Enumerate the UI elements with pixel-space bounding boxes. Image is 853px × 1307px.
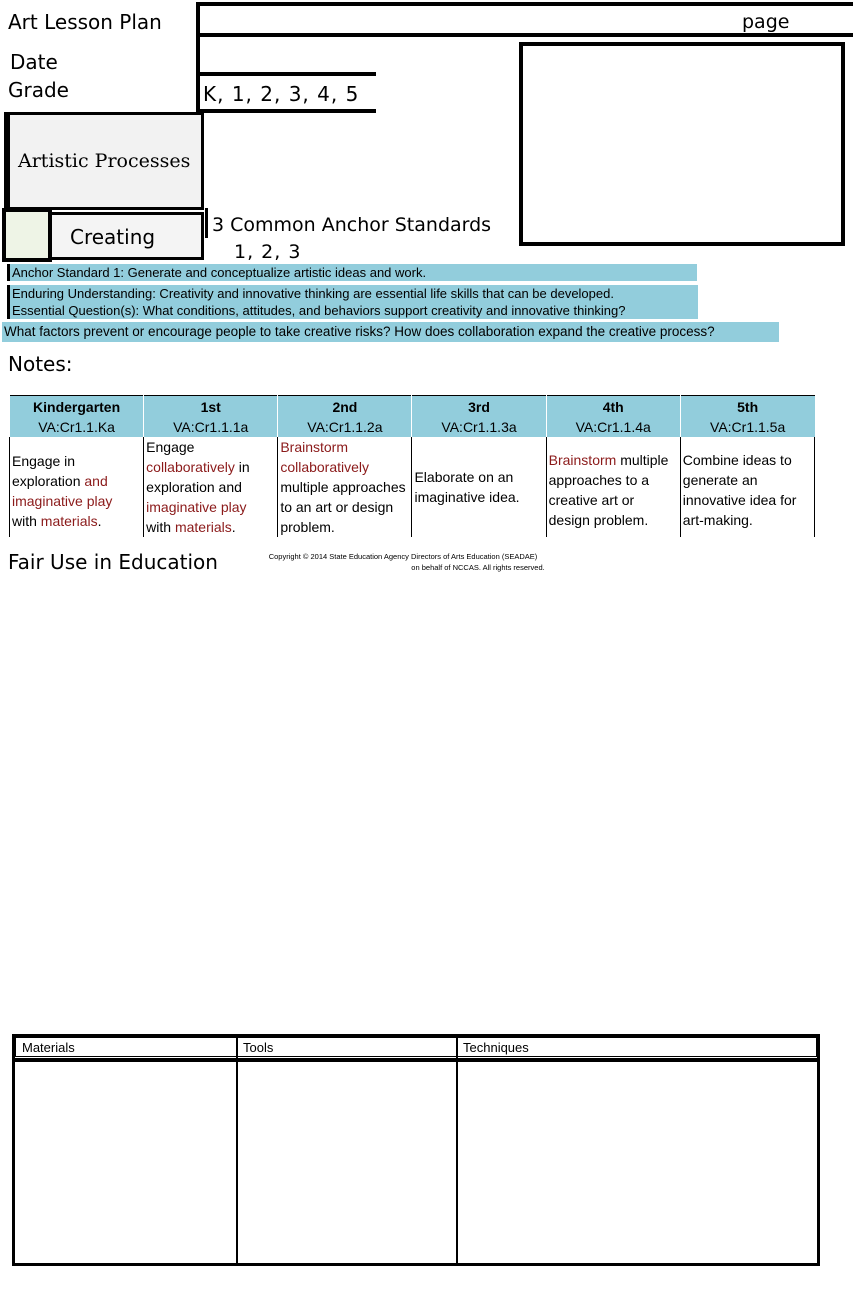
- artistic-processes-label: Artistic Processes: [18, 150, 191, 172]
- grade-header-1: 1st: [144, 396, 278, 418]
- essential-question-bar-2: What factors prevent or encourage people to take creative risks? How does collaboration expand the creative process?: [2, 322, 779, 342]
- desc-highlight: materials: [40, 513, 98, 529]
- grade-level-standards-table: [9, 395, 815, 537]
- grade-code-1: VA:Cr1.1.1a: [144, 417, 278, 437]
- materials-column-label: Materials: [22, 1040, 75, 1055]
- enduring-understanding-text: Enduring Understanding: Creativity and innovative thinking are essential life skills that can be developed.: [12, 286, 614, 301]
- desc-text: in exploration and: [146, 459, 250, 495]
- desc-text: .: [97, 513, 102, 529]
- desc-text: with: [146, 519, 175, 535]
- desc-text: Engage in exploration: [12, 453, 85, 489]
- anchor-standards-numbers: 1, 2, 3: [234, 241, 302, 263]
- creating-label: Creating: [70, 225, 156, 249]
- grade-desc-k: [10, 437, 144, 537]
- materials-table-header-divider: [12, 1058, 820, 1062]
- desc-highlight: Brainstorm collaboratively: [280, 439, 370, 475]
- materials-table-column-divider-2: [456, 1034, 458, 1266]
- grade-box-border-bottom: [200, 109, 376, 113]
- grade-header-row: [10, 396, 815, 418]
- lesson-plan-title: Art Lesson Plan: [8, 10, 162, 34]
- notes-label: Notes:: [8, 352, 73, 376]
- grade-description-row: [10, 437, 815, 537]
- grade-code-k: VA:Cr1.1.Ka: [10, 417, 144, 437]
- grade-header-k: Kindergarten: [10, 396, 144, 418]
- materials-table-column-divider-1: [236, 1034, 238, 1266]
- image-placeholder-box: [519, 42, 845, 246]
- header-divider: [196, 2, 200, 112]
- grade-label: Grade: [8, 78, 69, 102]
- grade-values: K, 1, 2, 3, 4, 5: [203, 82, 360, 106]
- grade-code-5: VA:Cr1.1.5a: [680, 417, 814, 437]
- grade-box-border-top: [200, 72, 376, 76]
- grade-header-5: 5th: [680, 396, 814, 418]
- grade-desc-3: Elaborate on an imaginative idea.: [412, 437, 546, 537]
- grade-desc-2: [278, 437, 412, 537]
- title-box-border-top: [198, 2, 853, 6]
- grade-code-4: VA:Cr1.1.4a: [546, 417, 680, 437]
- materials-table-header: [15, 1037, 817, 1057]
- grade-desc-5: Combine ideas to generate an innovative idea for art-making.: [680, 437, 814, 537]
- grade-header-3: 3rd: [412, 396, 546, 418]
- page-label: page: [742, 11, 790, 33]
- copyright-line-1: Copyright © 2014 State Education Agency Directors of Arts Education (SEADAE): [268, 552, 538, 561]
- grade-desc-4: [546, 437, 680, 537]
- grade-header-4: 4th: [546, 396, 680, 418]
- grade-code-2: VA:Cr1.1.2a: [278, 417, 412, 437]
- desc-highlight: materials: [174, 519, 232, 535]
- essential-question-text: Essential Question(s): What conditions, attitudes, and behaviors support creativity and innovative thinking?: [12, 303, 626, 318]
- materials-tools-techniques-table: [12, 1034, 820, 1266]
- creating-checkbox[interactable]: [2, 208, 52, 262]
- anchor-standards-label: 3 Common Anchor Standards: [212, 214, 492, 236]
- desc-text: multiple approaches to an art or design problem.: [280, 479, 406, 535]
- enduring-understanding-bar: [7, 285, 698, 319]
- title-box-border-bottom: [198, 33, 853, 37]
- desc-highlight: collaboratively: [146, 459, 235, 475]
- fair-use-label: Fair Use in Education: [8, 550, 218, 574]
- copyright-line-2: on behalf of NCCAS. All rights reserved.: [411, 563, 545, 572]
- tools-column-label: Tools: [243, 1040, 274, 1055]
- desc-text: multiple approaches to a creative art or design problem.: [548, 452, 669, 528]
- standards-divider: [205, 208, 208, 238]
- grade-header-2: 2nd: [278, 396, 412, 418]
- desc-highlight: Brainstorm: [548, 452, 617, 468]
- desc-text: with: [12, 513, 41, 529]
- desc-highlight: imaginative play: [146, 499, 247, 515]
- copyright-notice: [248, 551, 558, 573]
- anchor-standard-bar: Anchor Standard 1: Generate and conceptualize artistic ideas and work.: [7, 264, 697, 281]
- techniques-column-label: Techniques: [463, 1040, 529, 1055]
- desc-highlight: and imaginative play: [12, 473, 113, 509]
- date-label: Date: [10, 50, 58, 74]
- grade-desc-1: [144, 437, 278, 537]
- grade-code-3: VA:Cr1.1.3a: [412, 417, 546, 437]
- desc-text: Engage: [146, 439, 195, 455]
- desc-text: .: [231, 519, 236, 535]
- grade-code-row: [10, 417, 815, 437]
